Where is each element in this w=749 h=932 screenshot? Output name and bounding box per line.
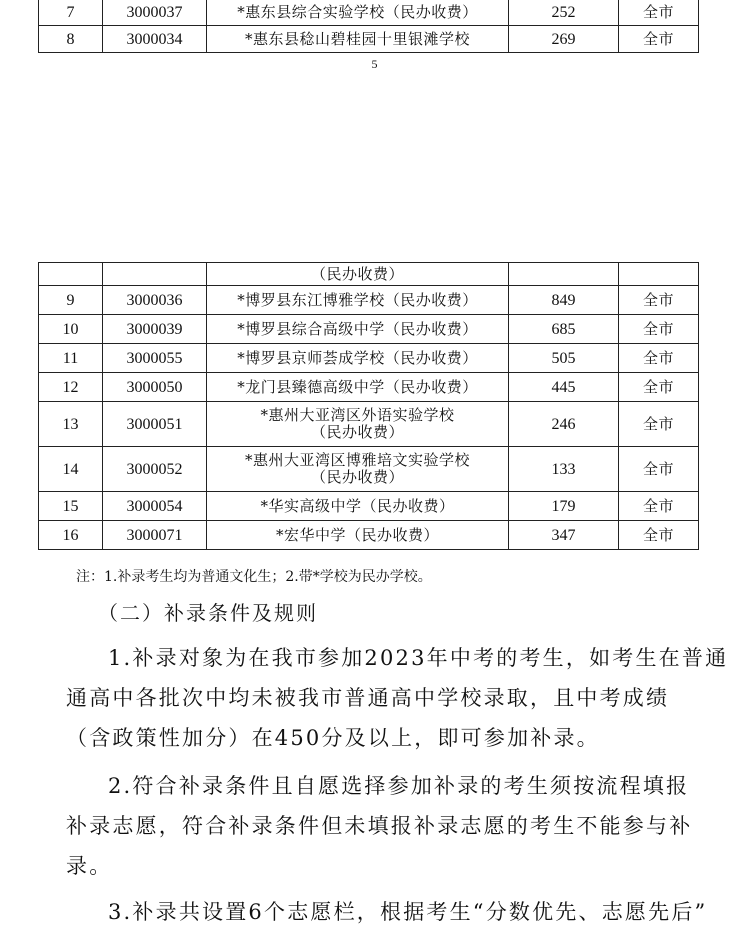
school-name-line: （民办收费） <box>310 468 404 486</box>
enrollment-scope: 全市 <box>619 26 699 53</box>
paragraph-line: 1.补录对象为在我市参加2023年中考的考生，如考生在普通 <box>108 646 729 670</box>
school-code: 3000050 <box>103 373 207 402</box>
row-number: 15 <box>39 492 103 521</box>
school-code: 3000071 <box>103 521 207 550</box>
enrollment-scope: 全市 <box>619 344 699 373</box>
school-code: 3000054 <box>103 492 207 521</box>
enrollment-scope: 全市 <box>619 315 699 344</box>
enrollment-scope: 全市 <box>619 0 699 26</box>
row-number: 9 <box>39 286 103 315</box>
table-row <box>39 344 699 373</box>
school-name-line: *博罗县东江博雅学校（民办收费） <box>237 290 478 309</box>
enrollment-scope: 全市 <box>619 447 699 492</box>
paragraph-line: 通高中各批次中均未被我市普通高中学校录取，且中考成绩 <box>66 686 670 710</box>
paragraph-line: （含政策性加分）在450分及以上，即可参加补录。 <box>66 726 600 750</box>
table-row <box>39 521 699 550</box>
school-code: 3000034 <box>103 26 207 53</box>
enrollment-count: 685 <box>509 315 619 344</box>
school-code: 3000051 <box>103 402 207 447</box>
paragraph-1 <box>66 638 729 758</box>
school-code: 3000039 <box>103 315 207 344</box>
table-row <box>39 286 699 315</box>
school-name-line: （民办收费） <box>310 423 404 441</box>
enrollment-count: 179 <box>509 492 619 521</box>
school-name <box>207 315 509 344</box>
row-number: 7 <box>39 0 103 26</box>
enrollment-count: 347 <box>509 521 619 550</box>
school-name-line: *宏华中学（民办收费） <box>275 525 439 544</box>
row-number: 11 <box>39 344 103 373</box>
table-row <box>39 315 699 344</box>
enrollment-count: 849 <box>509 286 619 315</box>
school-name-line: *博罗县综合高级中学（民办收费） <box>237 319 478 338</box>
enrollment-count: 445 <box>509 373 619 402</box>
enrollment-count: 133 <box>509 447 619 492</box>
school-code: 3000052 <box>103 447 207 492</box>
school-name <box>207 521 509 550</box>
enrollment-scope: 全市 <box>619 521 699 550</box>
school-name <box>207 447 509 492</box>
table-row <box>39 402 699 447</box>
school-name <box>207 344 509 373</box>
enrollment-count: 505 <box>509 344 619 373</box>
page-number: 5 <box>371 57 378 71</box>
row-number: 10 <box>39 315 103 344</box>
school-name: *惠东县稔山碧桂园十里银滩学校 <box>207 26 509 53</box>
enrollment-scope: 全市 <box>619 492 699 521</box>
school-name-line: *惠州大亚湾区博雅培文实验学校 <box>244 451 470 469</box>
school-name-line: *龙门县臻德高级中学（民办收费） <box>237 377 478 396</box>
enrollment-count: 246 <box>509 402 619 447</box>
enrollment-count: 269 <box>509 26 619 53</box>
table-row <box>39 0 699 26</box>
school-name <box>207 373 509 402</box>
school-name <box>207 492 509 521</box>
row-number: 16 <box>39 521 103 550</box>
row-number: 13 <box>39 402 103 447</box>
school-name-line: *华实高级中学（民办收费） <box>260 496 455 515</box>
enrollment-scope: 全市 <box>619 373 699 402</box>
school-name: *惠东县综合实验学校（民办收费） <box>207 0 509 26</box>
paragraph-line: 补录志愿，符合补录条件但未填报补录志愿的考生不能参与补 <box>66 814 693 838</box>
enrollment-table-bottom <box>38 262 699 550</box>
enrollment-table-top <box>38 0 699 53</box>
paragraph-line: 录。 <box>66 854 113 878</box>
school-name <box>207 286 509 315</box>
enrollment-scope: 全市 <box>619 286 699 315</box>
table-row-continuation <box>39 263 699 286</box>
row-number: 8 <box>39 26 103 53</box>
school-code: 3000036 <box>103 286 207 315</box>
paragraph-line: 3.补录共设置6个志愿栏，根据考生“分数优先、志愿先后” <box>108 900 708 924</box>
table-row <box>39 373 699 402</box>
table-row <box>39 447 699 492</box>
paragraph-2 <box>66 766 693 886</box>
paragraph-line: 2.符合补录条件且自愿选择参加补录的考生须按流程填报 <box>108 774 690 798</box>
school-name-continuation: （民办收费） <box>207 263 509 286</box>
paragraph-3 <box>66 892 708 932</box>
school-name <box>207 402 509 447</box>
table-row <box>39 26 699 53</box>
school-code: 3000055 <box>103 344 207 373</box>
school-name-line: *惠州大亚湾区外语实验学校 <box>260 406 455 424</box>
row-number: 12 <box>39 373 103 402</box>
school-name-line: *博罗县京师荟成学校（民办收费） <box>237 348 478 367</box>
school-code: 3000037 <box>103 0 207 26</box>
row-number: 14 <box>39 447 103 492</box>
enrollment-scope: 全市 <box>619 402 699 447</box>
section-heading: （二）补录条件及规则 <box>98 601 318 625</box>
table-row <box>39 492 699 521</box>
enrollment-count: 252 <box>509 0 619 26</box>
table-note: 注：1.补录考生均为普通文化生；2.带*学校为民办学校。 <box>76 569 432 585</box>
